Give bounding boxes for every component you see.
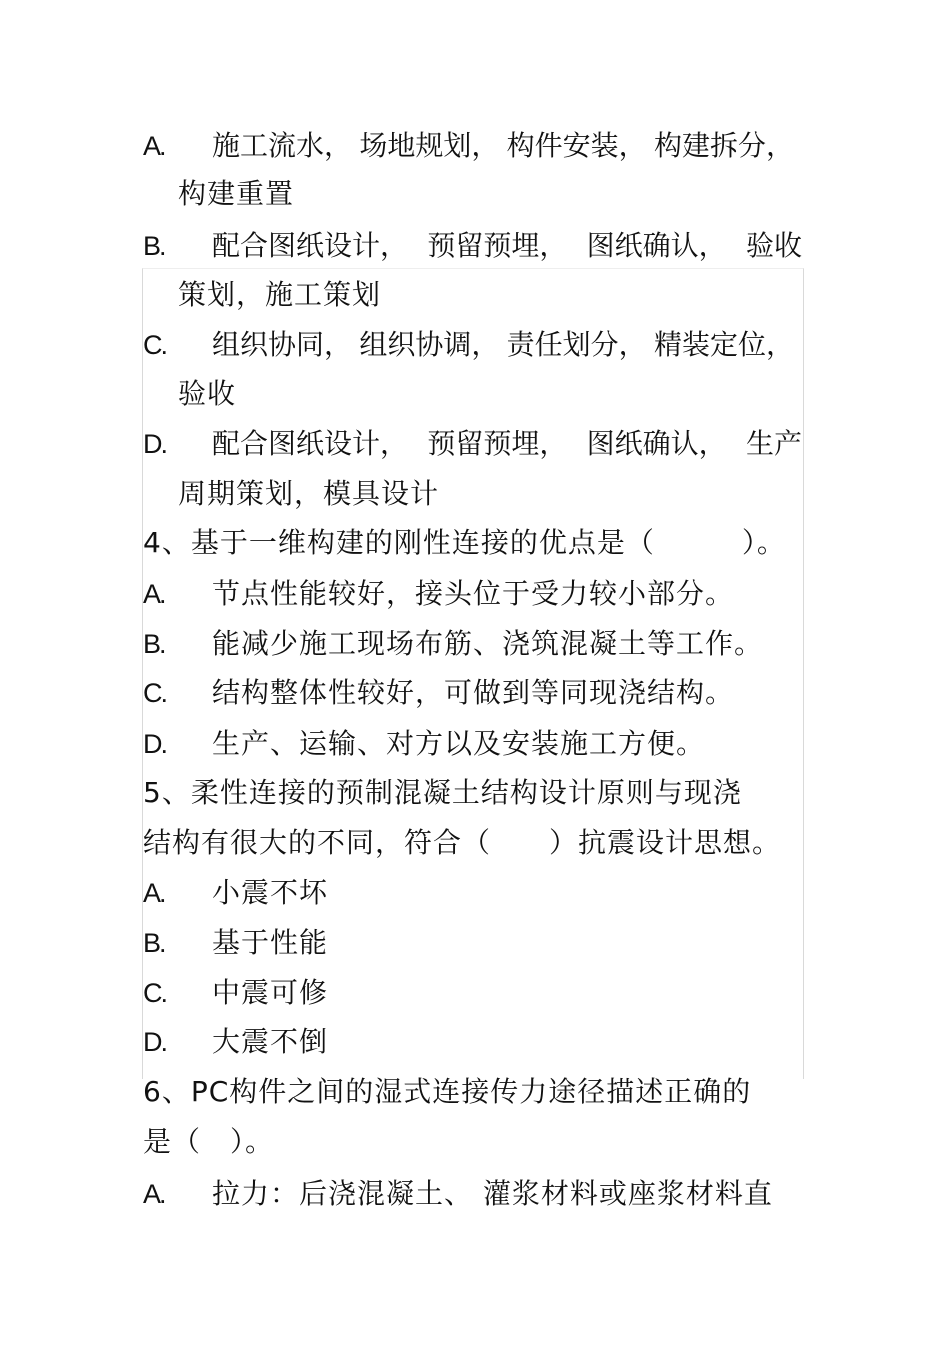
option-segment: 组织协调， [359, 328, 500, 361]
option-segment: 预留预埋， [427, 427, 568, 460]
option-text-continued: 周期策划，模具设计 [178, 477, 440, 510]
option-segment: 配合图纸设计， [212, 427, 409, 460]
option-segment: 图纸确认， [586, 427, 727, 460]
option-segment: 图纸确认， [586, 229, 727, 262]
option-segment: 预留预埋， [427, 229, 568, 262]
option-letter: A. [143, 579, 165, 609]
option-letter: C. [143, 330, 166, 360]
option-text [212, 327, 794, 363]
question-stem-continued: 结构有很大的不同，符合（ ）抗震设计思想。 [143, 826, 782, 859]
option-letter: D. [143, 1027, 166, 1057]
question-stem: 4、基于一维构建的刚性连接的优点是（ ）。 [143, 526, 786, 559]
option-text: 结构整体性较好，可做到等同现浇结构。 [212, 676, 735, 709]
option-segment: 生产 [745, 427, 802, 460]
question-stem: 6、PC构件之间的湿式连接传力途径描述正确的 [143, 1075, 752, 1108]
option-letter: A. [143, 1179, 165, 1209]
option-text-continued: 构建重置 [178, 177, 295, 210]
option-letter: C. [143, 678, 166, 708]
option-text: 能减少施工现场布筋、浇筑混凝土等工作。 [212, 627, 764, 660]
option-segment: 责任划分， [506, 328, 647, 361]
option-letter: D. [143, 429, 166, 459]
option-segment: 施工流水， [212, 129, 353, 162]
option-segment: 场地规划， [359, 129, 500, 162]
option-text [212, 128, 794, 164]
option-segment: 验收 [745, 229, 802, 262]
option-letter: B. [143, 629, 165, 659]
option-segment: 精装定位， [653, 328, 794, 361]
option-segment: 构建拆分， [653, 129, 794, 162]
option-letter: B. [143, 928, 165, 958]
option-text [212, 426, 802, 462]
option-letter: D. [143, 729, 166, 759]
option-text: 大震不倒 [212, 1025, 329, 1058]
option-text: 中震可修 [212, 976, 329, 1009]
option-text-continued: 策划，施工策划 [178, 278, 382, 311]
question-stem: 5、柔性连接的预制混凝土结构设计原则与现浇 [143, 776, 742, 809]
option-segment: 配合图纸设计， [212, 229, 409, 262]
option-letter: A. [143, 131, 165, 161]
option-segment: 构件安装， [506, 129, 647, 162]
option-text: 小震不坏 [212, 876, 329, 909]
option-text: 拉力：后浇混凝土、 灌浆材料或座浆材料直 [212, 1177, 773, 1210]
option-letter: A. [143, 878, 165, 908]
option-letter: C. [143, 978, 166, 1008]
option-text: 节点性能较好，接头位于受力较小部分。 [212, 577, 735, 610]
option-text-continued: 验收 [178, 377, 237, 410]
option-text: 生产、运输、对方以及安装施工方便。 [212, 727, 706, 760]
option-text [212, 228, 802, 264]
option-text: 基于性能 [212, 926, 329, 959]
question-stem-continued: 是（ ）。 [143, 1125, 275, 1158]
option-segment: 组织协同， [212, 328, 353, 361]
option-letter: B. [143, 231, 165, 261]
